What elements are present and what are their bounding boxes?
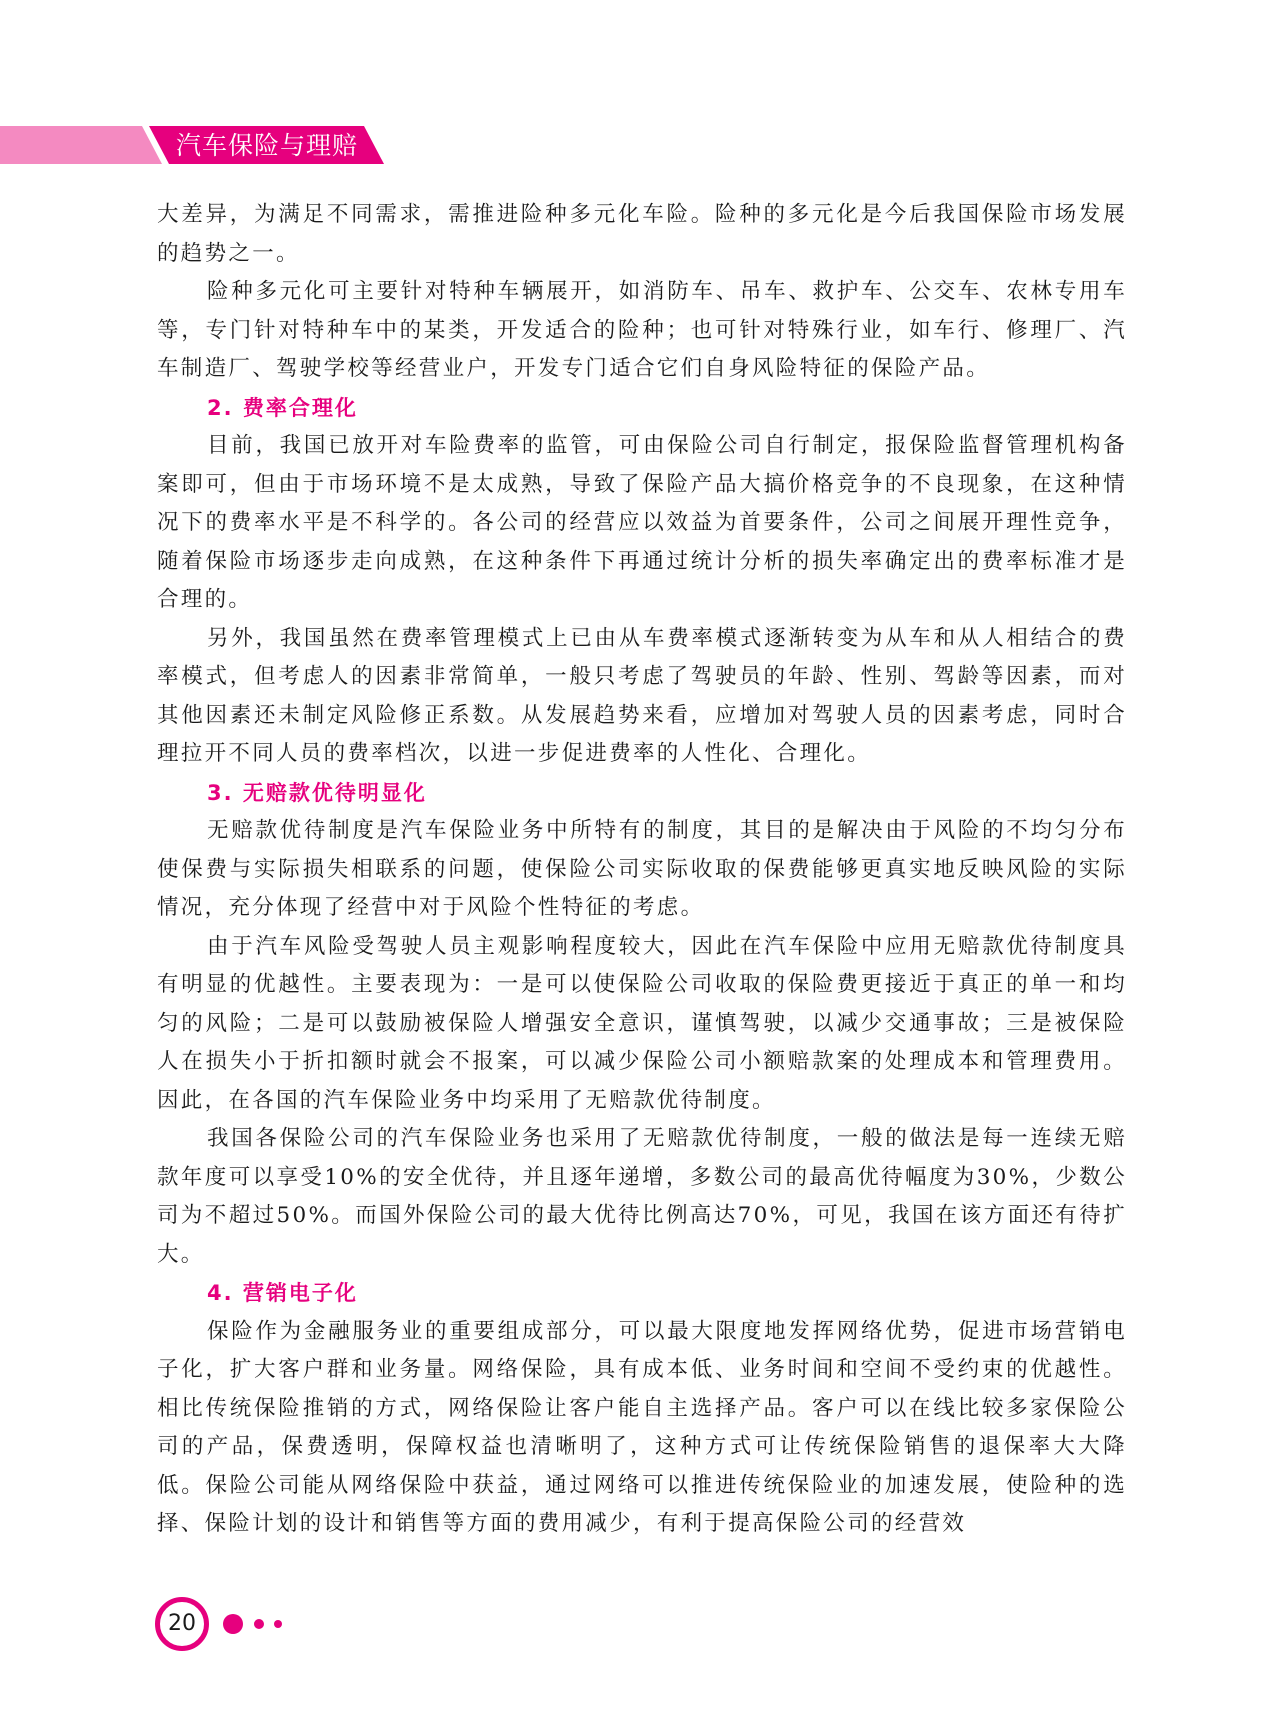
section-heading-rate-rationalization: 2. 费率合理化: [207, 395, 358, 420]
paragraph: 由于汽车风险受驾驶人员主观影响程度较大，因此在汽车保险中应用无赔款优待制度具有明显的优越性。主要表现为：一是可以使保险公司收取的保险费更接近于真正的单一和均匀的风险；二是可以鼓励被保险人增强安全意识，谨慎驾驶，以减少交通事故；三是被保险人在损失小于折扣额时就会不报案，可以减少保险公司小额赔款案的处理成本和管理费用。因此，在各国的汽车保险业务中均采用了无赔款优待制度。: [157, 933, 1127, 1113]
page-body: [157, 196, 1127, 1544]
paragraph: 险种多元化可主要针对特种车辆展开，如消防车、吊车、救护车、公交车、农林专用车等，专门针对特种车中的某类，开发适合的险种；也可针对特殊行业，如车行、修理厂、汽车制造厂、驾驶学校等经营业户，开发专门适合它们自身风险特征的保险产品。: [157, 279, 1127, 381]
paragraph: 无赔款优待制度是汽车保险业务中所特有的制度，其目的是解决由于风险的不均匀分布使保费与实际损失相联系的问题，使保险公司实际收取的保费能够更真实地反映风险的实际情况，充分体现了经营中对于风险个性特征的考虑。: [157, 818, 1127, 920]
book-title: 汽车保险与理赔: [176, 131, 359, 160]
decorative-dot-medium: [254, 1619, 264, 1629]
page-footer: [155, 1597, 295, 1661]
decorative-dot-small: [274, 1620, 282, 1628]
section-heading-e-marketing: 4. 营销电子化: [207, 1281, 358, 1305]
page-number: 20: [168, 1611, 196, 1636]
paragraph: 目前，我国已放开对车险费率的监管，可由保险公司自行制定，报保险监督管理机构备案即可，但由于市场环境不是太成熟，导致了保险产品大搞价格竞争的不良现象，在这种情况下的费率水平是不科学的。各公司的经营应以效益为首要条件，公司之间展开理性竞争，随着保险市场逐步走向成熟，在这种条件下再通过统计分析的损失率确定出的费率标准才是合理的。: [157, 433, 1127, 612]
paragraph-continued: 大差异，为满足不同需求，需推进险种多元化车险。险种的多元化是今后我国保险市场发展的趋势之一。: [157, 202, 1127, 266]
paragraph: 我国各保险公司的汽车保险业务也采用了无赔款优待制度，一般的做法是每一连续无赔款年度可以享受10%的安全优待，并且逐年递增，多数公司的最高优待幅度为30%，少数公司为不超过50%。而国外保险公司的最大优待比例高达70%，可见，我国在该方面还有待扩大。: [157, 1126, 1127, 1267]
paragraph: 另外，我国虽然在费率管理模式上已由从车费率模式逐渐转变为从车和从人相结合的费率模式，但考虑人的因素非常简单，一般只考虑了驾驶员的年龄、性别、驾龄等因素，而对其他因素还未制定风险修正系数。从发展趋势来看，应增加对驾驶人员的因素考虑，同时合理拉开不同人员的费率档次，以进一步促进费率的人性化、合理化。: [157, 625, 1127, 766]
paragraph: 保险作为金融服务业的重要组成部分，可以最大限度地发挥网络优势，促进市场营销电子化，扩大客户群和业务量。网络保险，具有成本低、业务时间和空间不受约束的优越性。相比传统保险推销的方式，网络保险让客户能自主选择产品。客户可以在线比较多家保险公司的产品，保费透明，保障权益也清晰明了，这种方式可让传统保险销售的退保率大大降低。保险公司能从网络保险中获益，通过网络可以推进传统保险业的加速发展，使险种的选择、保险计划的设计和销售等方面的费用减少，有利于提高保险公司的经营效: [157, 1318, 1127, 1536]
section-heading-no-claim-discount: 3. 无赔款优待明显化: [207, 780, 427, 805]
decorative-dot-large: [223, 1614, 243, 1634]
